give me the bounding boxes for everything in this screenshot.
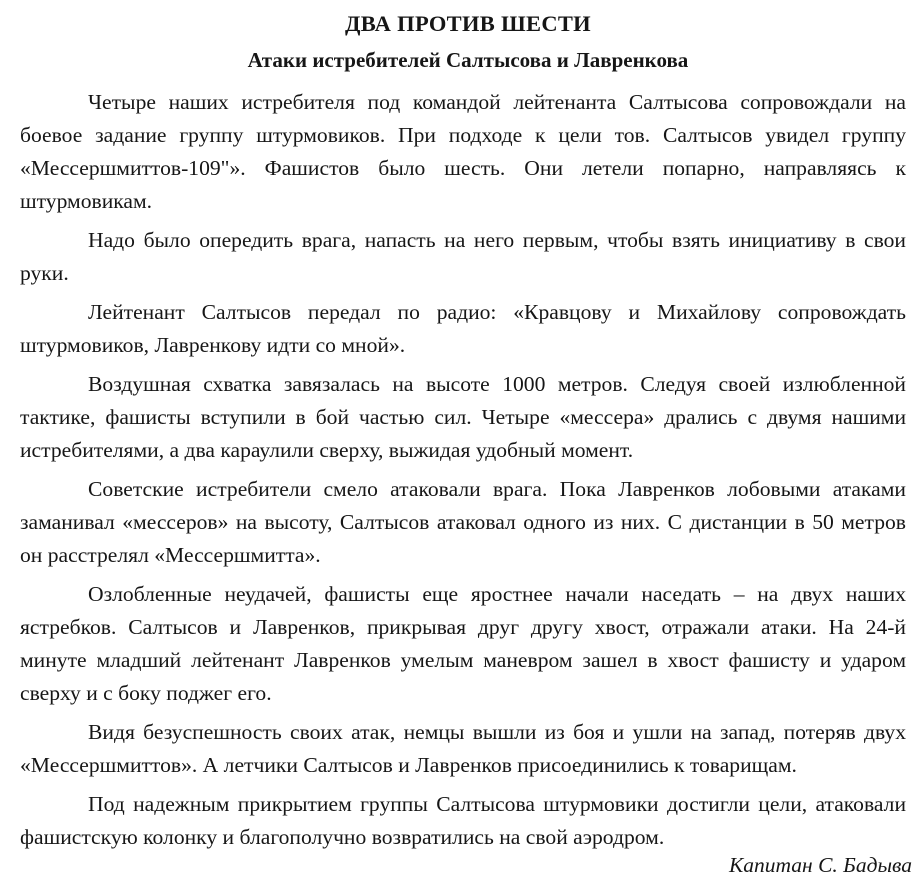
paragraph-6: Озлобленные неудачей, фашисты еще яростнее начали наседать – на двух наших ястребков. Салтысов и Лавренков, прикрывая друг другу хвост, отражали атаки. На 24-й минуте младший лейтенант Лавренков умелым маневром зашел в хвост фашисту и ударом сверху и с боку поджег его.: [20, 582, 906, 705]
paragraph-7: Видя безуспешность своих атак, немцы вышли из боя и ушли на запад, потеряв двух «Мессершмиттов». А летчики Салтысов и Лавренков присоединились к товарищам.: [20, 720, 906, 777]
author-signature: Капитан С. Бадыва: [728, 853, 912, 877]
paragraph-1: Четыре наших истребителя под командой лейтенанта Салтысова сопровождали на боевое задание группу штурмовиков. При подходе к цели тов. Салтысов увидел группу «Мессершмиттов-109"». Фашистов было шесть. Они летели попарно, направляясь к штурмовикам.: [20, 90, 906, 213]
paragraph-8: Под надежным прикрытием группы Салтысова штурмовики достигли цели, атаковали фашистскую колонку и благополучно возвратились на свой аэродром.: [20, 792, 906, 849]
article-subtitle: Атаки истребителей Салтысова и Лавренкова: [247, 48, 689, 72]
paragraph-5: Советские истребители смело атаковали врага. Пока Лавренков лобовыми атаками заманивал «мессеров» на высоту, Салтысов атаковал одного из них. С дистанции в 50 метров он расстрелял «Мессершмитта».: [20, 477, 906, 567]
paragraph-3: Лейтенант Салтысов передал по радио: «Кравцову и Михайлову сопровождать штурмовиков, Лавренкову идти со мной».: [20, 300, 906, 357]
article-title: ДВА ПРОТИВ ШЕСТИ: [345, 11, 591, 36]
paragraph-2: Надо было опередить врага, напасть на него первым, чтобы взять инициативу в свои руки.: [20, 228, 906, 285]
article-body: [20, 86, 906, 854]
paragraph-4: Воздушная схватка завязалась на высоте 1000 метров. Следуя своей излюбленной тактике, фашисты вступили в бой частью сил. Четыре «мессера» дрались с двумя нашими истребителями, а два караулили сверху, выжидая удобный момент.: [20, 372, 906, 462]
